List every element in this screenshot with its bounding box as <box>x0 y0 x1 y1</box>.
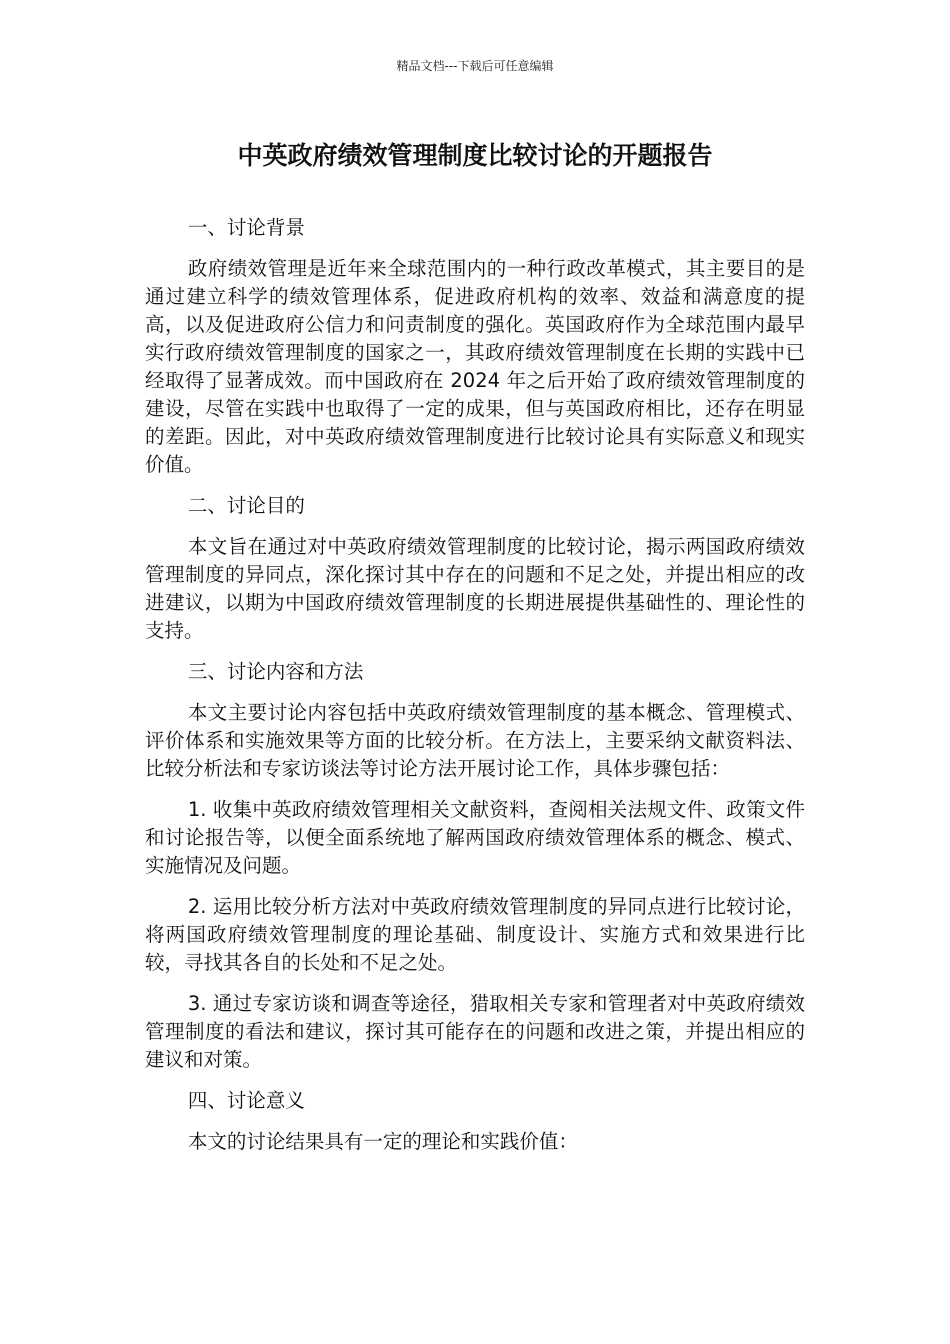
page-title: 中英政府绩效管理制度比较讨论的开题报告 <box>237 141 713 170</box>
paragraph-purpose: 本文旨在通过对中英政府绩效管理制度的比较讨论，揭示两国政府绩效管理制度的异同点，深化探讨其中存在的问题和不足之处，并提出相应的改进建议，以期为中国政府绩效管理制度的长期进展提供基础性的、理论性的支持。 <box>145 535 805 642</box>
document-body <box>145 214 805 1169</box>
paragraph-step-2: 2. 运用比较分析方法对中英政府绩效管理制度的异同点进行比较讨论，将两国政府绩效管理制度的理论基础、制度设计、实施方式和效果进行比较，寻找其各自的长处和不足之处。 <box>145 895 805 974</box>
paragraph-step-3: 3. 通过专家访谈和调查等途径，猎取相关专家和管理者对中英政府绩效管理制度的看法和建议，探讨其可能存在的问题和改进之策，并提出相应的建议和对策。 <box>145 992 805 1071</box>
header-note: 精品文档---下载后可任意编辑 <box>396 59 554 73</box>
section-heading-purpose: 二、讨论目的 <box>187 494 305 517</box>
section-heading-background: 一、讨论背景 <box>187 216 305 239</box>
paragraph-content-method: 本文主要讨论内容包括中英政府绩效管理制度的基本概念、管理模式、评价体系和实施效果等方面的比较分析。在方法上，主要采纳文献资料法、比较分析法和专家访谈法等讨论方法开展讨论工作，具体步骤包括： <box>145 701 805 780</box>
paragraph-step-1: 1. 收集中英政府绩效管理相关文献资料，查阅相关法规文件、政策文件和讨论报告等，以便全面系统地了解两国政府绩效管理体系的概念、模式、实施情况及问题。 <box>145 798 805 877</box>
paragraph-background: 政府绩效管理是近年来全球范围内的一种行政改革模式，其主要目的是通过建立科学的绩效管理体系，促进政府机构的效率、效益和满意度的提高，以及促进政府公信力和问责制度的强化。英国政府作为全球范围内最早实行政府绩效管理制度的国家之一，其政府绩效管理制度在长期的实践中已经取得了显著成效。而中国政府在 2024 年之后开始了政府绩效管理制度的建设，尽管在实践中也取得了一定的成果，但与英国政府相比，还存在明显的差距。因此，对中英政府绩效管理制度进行比较讨论具有实际意义和现实价值。 <box>145 257 805 476</box>
section-heading-significance: 四、讨论意义 <box>187 1089 305 1112</box>
section-heading-content-method: 三、讨论内容和方法 <box>187 660 364 683</box>
paragraph-significance: 本文的讨论结果具有一定的理论和实践价值： <box>187 1130 578 1153</box>
